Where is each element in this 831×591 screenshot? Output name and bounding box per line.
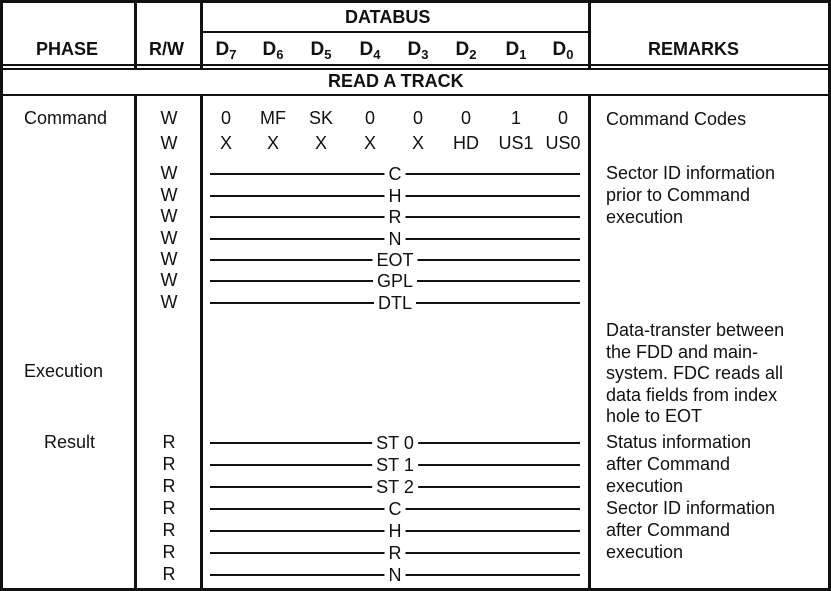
rw-cell: W bbox=[160, 133, 178, 153]
bit-cell-d1: 1 bbox=[510, 108, 522, 128]
bit-cell-d1: US1 bbox=[498, 133, 534, 153]
bit-header-d5 bbox=[311, 40, 332, 61]
bit-cell-d5: X bbox=[314, 133, 328, 153]
rw-cell: W bbox=[160, 108, 178, 128]
rw-cell: R bbox=[162, 498, 176, 518]
span-label: C bbox=[385, 165, 406, 183]
phase-result: Result bbox=[44, 432, 96, 452]
span-label: N bbox=[385, 566, 406, 584]
bit-header-d4 bbox=[360, 40, 381, 61]
span-label: R bbox=[385, 208, 406, 226]
table-border-top bbox=[0, 0, 831, 3]
bit-header-letter: D bbox=[215, 39, 230, 60]
header-remarks: REMARKS bbox=[648, 39, 740, 59]
column-divider-remarks-body bbox=[588, 96, 591, 591]
remark-result-sector-line: after Command bbox=[606, 520, 731, 540]
bit-header-letter: D bbox=[505, 39, 520, 60]
bit-header-index: 4 bbox=[373, 47, 381, 62]
rw-cell: R bbox=[162, 520, 176, 540]
bit-header-letter: D bbox=[455, 39, 470, 60]
rw-cell: R bbox=[162, 564, 176, 584]
header-phase: PHASE bbox=[36, 39, 99, 59]
bit-cell-d2: HD bbox=[453, 133, 479, 153]
remark-execution-line: Data-transter between bbox=[606, 320, 785, 340]
bit-header-index: 2 bbox=[469, 47, 477, 62]
remark-execution-line: system. FDC reads all bbox=[606, 363, 784, 383]
span-label: N bbox=[385, 230, 406, 248]
rw-cell: R bbox=[162, 476, 176, 496]
bit-cell-d3: 0 bbox=[412, 108, 424, 128]
bit-cell-d2: 0 bbox=[460, 108, 472, 128]
column-divider-phase bbox=[134, 0, 137, 68]
header-bottom-rule-2 bbox=[0, 68, 831, 70]
remark-result-sector-line: execution bbox=[606, 542, 684, 562]
bit-header-index: 1 bbox=[519, 47, 527, 62]
bit-header-index: 5 bbox=[324, 47, 332, 62]
rw-cell: W bbox=[160, 249, 178, 269]
bit-header-d7 bbox=[216, 40, 237, 61]
bit-header-index: 3 bbox=[421, 47, 429, 62]
rw-cell: W bbox=[160, 228, 178, 248]
section-bottom-rule bbox=[0, 94, 831, 96]
bit-header-letter: D bbox=[407, 39, 422, 60]
column-divider-rw-body bbox=[200, 96, 203, 591]
bit-header-d3 bbox=[408, 40, 429, 61]
remark-result-sector-line: Sector ID information bbox=[606, 498, 776, 518]
bit-cell-d6: X bbox=[266, 133, 280, 153]
bit-header-d2 bbox=[456, 40, 477, 61]
span-label: H bbox=[385, 522, 406, 540]
databus-underline bbox=[200, 31, 591, 33]
bit-cell-d3: X bbox=[411, 133, 425, 153]
span-label: GPL bbox=[373, 272, 417, 290]
rw-cell: W bbox=[160, 163, 178, 183]
span-label: EOT bbox=[372, 251, 417, 269]
bit-header-d1 bbox=[506, 40, 527, 61]
bit-header-letter: D bbox=[359, 39, 374, 60]
bit-cell-d0: US0 bbox=[545, 133, 581, 153]
column-divider-remarks bbox=[588, 0, 591, 68]
span-label: H bbox=[385, 187, 406, 205]
remark-command-sector-line: prior to Command bbox=[606, 185, 751, 205]
phase-command: Command bbox=[24, 108, 108, 128]
bit-cell-d7: 0 bbox=[220, 108, 232, 128]
phase-execution: Execution bbox=[24, 361, 104, 381]
rw-cell: R bbox=[162, 432, 176, 452]
remark-execution-line: data fields from index bbox=[606, 384, 778, 405]
remark-execution-line: hole to EOT bbox=[606, 406, 703, 426]
remark-command-sector-line: execution bbox=[606, 207, 684, 227]
section-title: READ A TRACK bbox=[328, 71, 464, 91]
bit-cell-d4: 0 bbox=[364, 108, 376, 128]
header-rw: R/W bbox=[149, 39, 184, 59]
bit-cell-d5: SK bbox=[308, 108, 334, 128]
span-label: C bbox=[385, 500, 406, 518]
column-divider-rw bbox=[200, 0, 203, 68]
rw-cell: W bbox=[160, 185, 178, 205]
remark-result-status-line: after Command bbox=[606, 454, 731, 474]
bit-cell-d4: X bbox=[363, 133, 377, 153]
bit-header-letter: D bbox=[310, 39, 325, 60]
bit-header-letter: D bbox=[262, 39, 277, 60]
table-border-left bbox=[0, 0, 3, 591]
column-divider-phase-body bbox=[134, 96, 137, 591]
bit-header-index: 6 bbox=[276, 47, 284, 62]
rw-cell: R bbox=[162, 454, 176, 474]
bit-header-index: 0 bbox=[566, 47, 574, 62]
rw-cell: W bbox=[160, 206, 178, 226]
bit-header-letter: D bbox=[552, 39, 567, 60]
header-databus: DATABUS bbox=[345, 7, 431, 27]
span-label: R bbox=[385, 544, 406, 562]
rw-cell: R bbox=[162, 542, 176, 562]
remark-execution-line: the FDD and main- bbox=[606, 341, 759, 362]
header-bottom-rule-1 bbox=[0, 64, 831, 66]
bit-cell-d0: 0 bbox=[557, 108, 569, 128]
rw-cell: W bbox=[160, 270, 178, 290]
bit-header-d0 bbox=[553, 40, 574, 61]
remark-command-codes: Command Codes bbox=[606, 109, 747, 129]
bit-header-d6 bbox=[263, 40, 284, 61]
bit-cell-d6: MF bbox=[260, 108, 286, 128]
remark-result-status-line: execution bbox=[606, 476, 684, 496]
span-label: ST 0 bbox=[372, 434, 418, 452]
remark-result-status-line: Status information bbox=[606, 432, 752, 452]
remark-command-sector-line: Sector ID information bbox=[606, 163, 776, 183]
rw-cell: W bbox=[160, 292, 178, 312]
span-label: ST 1 bbox=[372, 456, 418, 474]
span-label: DTL bbox=[374, 294, 416, 312]
span-label: ST 2 bbox=[372, 478, 418, 496]
bit-header-index: 7 bbox=[229, 47, 237, 62]
bit-cell-d7: X bbox=[219, 133, 233, 153]
